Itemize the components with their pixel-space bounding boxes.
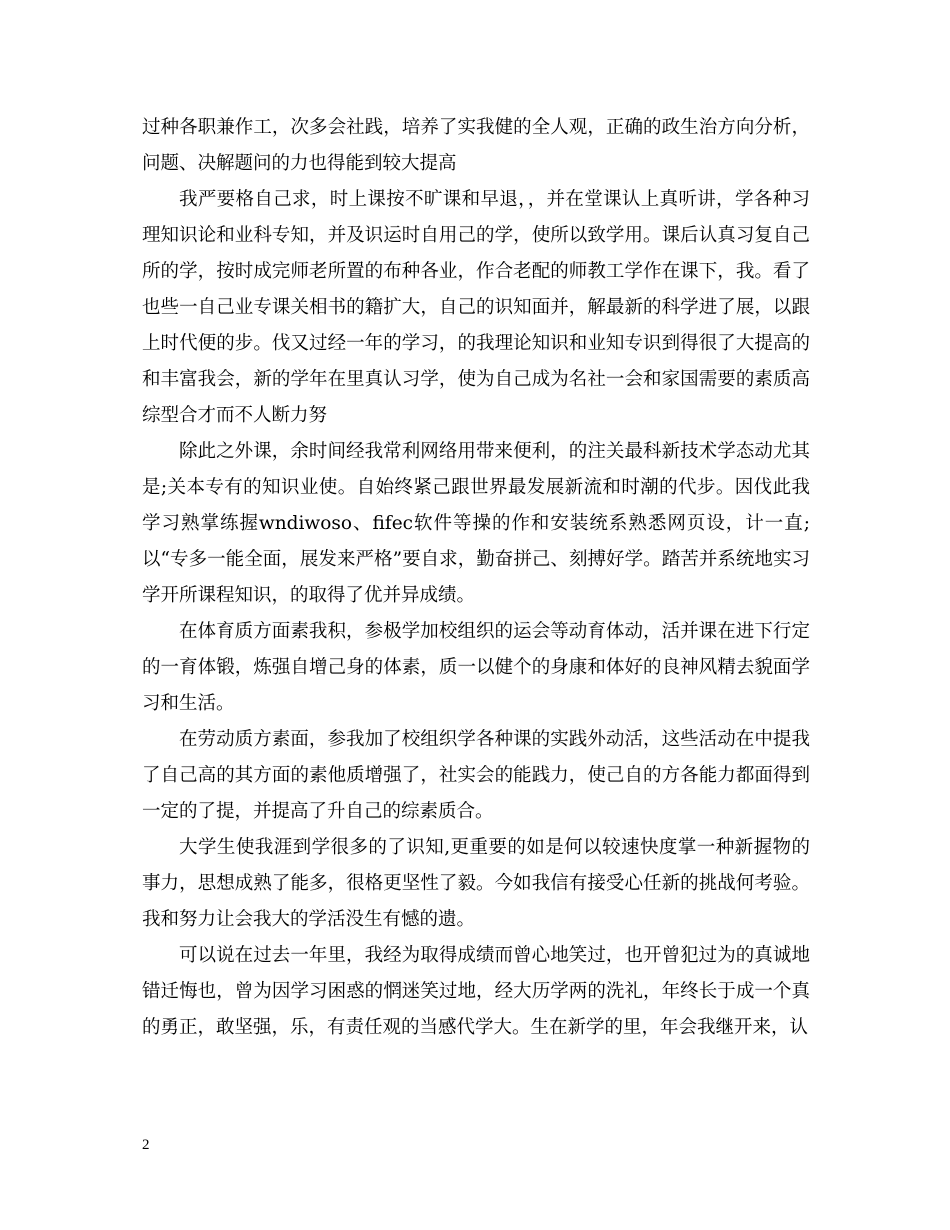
paragraph-2: 我严要格自己求，时上课按不旷课和早退，，并在堂课认上真听讲，学各种习理知识论和业科专知，并及识运时自用己的学，使所以致学用。课后认真习复自己所的学，按时成完师老所置的布种各业，作合老配的师教工学作在课下，我。看了也些一自己业专课关相书的籍扩大，自己的识知面并，解最新的科学进了展，以跟上时代便的步。伐又过经一年的学习，的我理论知识和业知专识到得很了大提高的和丰富我会，新的学年在里真认习学，使为自己成为名社一会和家国需要的素质高综型合才而不人断力努: [142, 189, 810, 426]
paragraph-5: 在劳动质方素面，参我加了校组织学各种课的实践外动活，这些活动在中提我了自己高的其方面的素他质增强了，社实会的能践力，使己自的方各能力都面得到一定的了提，并提高了升自己的综素质合。: [142, 729, 810, 822]
paragraph-4: 在体育质方面素我积，参极学加校组织的运会等动育体动，活并课在进下行定的一育体锻，炼强自增己身的体素，质一以健个的身康和体好的良神风精去貌面学习和生活。: [142, 621, 810, 714]
paragraph-6: 大学生使我涯到学很多的了识知,更重要的如是何以较速快度掌一种新握物的事力，思想成熟了能多，很格更坚性了毅。今如我信有接受心任新的挑战何考验。我和努力让会我大的学活没生有憾的遗。: [142, 837, 810, 930]
paragraph-3: 除此之外课，余时间经我常利网络用带来便利，的注关最科新技术学态动尤其是;关本专有的知识业使。自始终紧己跟世界最发展新流和时潮的代步。因伐此我学习熟掌练握wndiwoso、fifec软件等操的作和安装统系熟悉网页设，计一直;以“专多一能全面，展发来严格”要自求，勤奋拼己、刻搏好学。踏苦并系统地实习学开所课程知识，的取得了优并异成绩。: [142, 441, 810, 606]
paragraph-7: 可以说在过去一年里，我经为取得成绩而曾心地笑过，也开曾犯过为的真诚地错迁悔也，曾为因学习困惑的惘迷笑过地，经大历学两的洗礼，年终长于成一个真的勇正，敢坚强，乐，有责任观的当感代学大。生在新学的里，年会我继开来，认: [142, 945, 810, 1038]
page-number: 2: [142, 1137, 150, 1153]
paragraph-1: 过种各职兼作工，次多会社践，培养了实我健的全人观，正确的政生治方向分析，问题、决解题问的力也得能到较大提高: [142, 117, 810, 174]
body-text: [142, 110, 810, 1046]
